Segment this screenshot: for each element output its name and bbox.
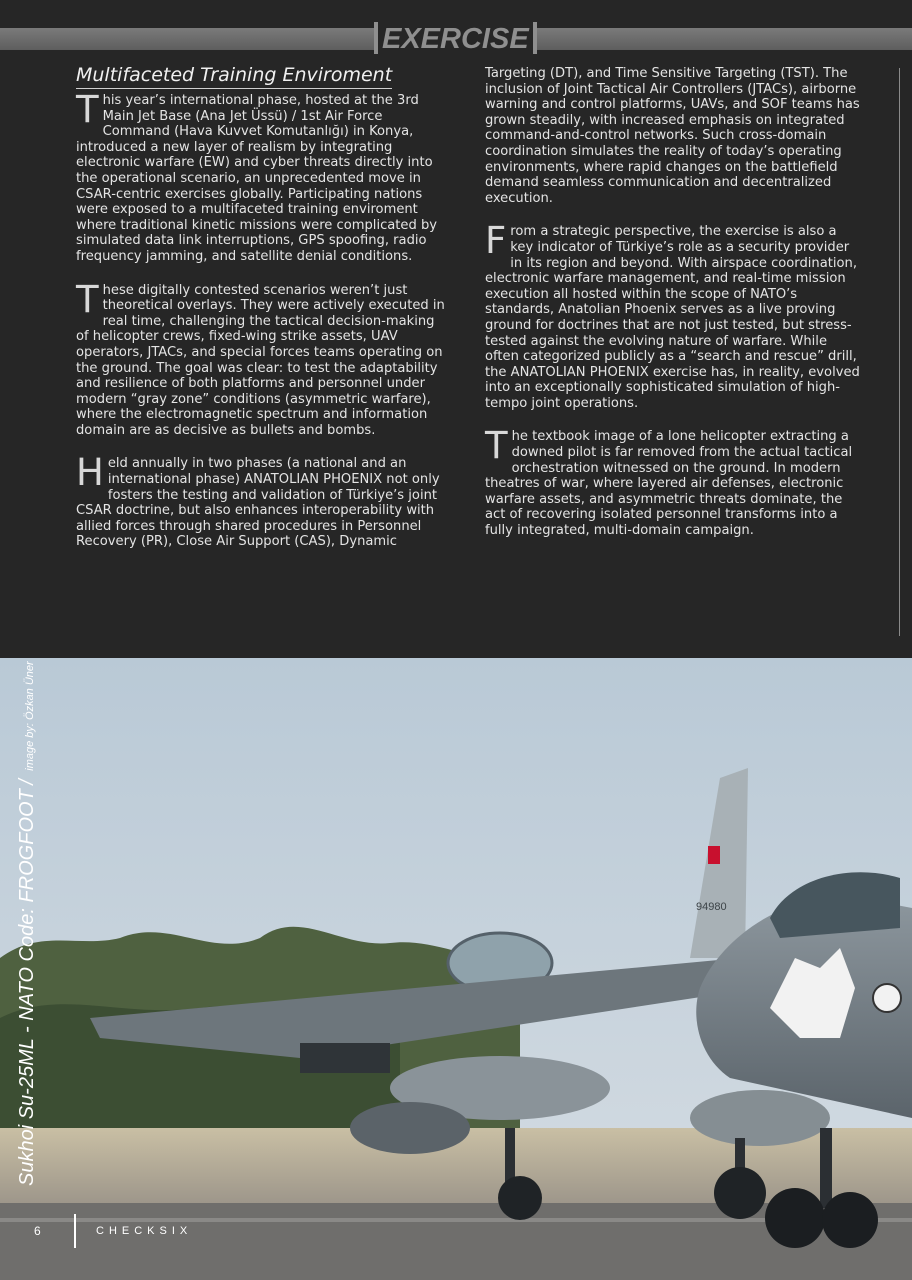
- roundel: [873, 984, 901, 1012]
- main-wheel: [498, 1176, 542, 1220]
- article-column-left: [76, 64, 450, 568]
- nose-wheel: [765, 1188, 825, 1248]
- paragraph-text: eld annually in two phases (a national and an international phase) ANATOLIAN PHOENIX not only fosters the testing and validation of Türkiye’s joint CSAR doctrine, but also enhances interoperability with allied forces through shared procedures in Personnel Recovery (PR), Close Air Support (CAS), Dynamic: [76, 456, 440, 550]
- paragraph-text: Targeting (DT), and Time Sensitive Targeting (TST). The inclusion of Joint Tactical Air Controllers (JTACs), airborne warning and control platforms, UAVs, and SOF teams has grown steadily, with increased emphasis on integrated command-and-control networks. Such cross-domain coordination simulates the reality of today’s operating environments, where rapid changes on the battlefield demand seamless communication and decentralized execution.: [485, 66, 860, 206]
- paragraph-3: [76, 451, 450, 550]
- tail-serial: 94980: [696, 901, 727, 913]
- photo-caption: [16, 661, 39, 1186]
- magazine-name: CHECKSIX: [96, 1225, 193, 1237]
- section-label: EXERCISE: [374, 22, 537, 54]
- paragraph-1: [76, 88, 450, 265]
- drop-cap: T: [76, 88, 99, 131]
- footer-divider: [74, 1214, 76, 1248]
- paragraph-text: he textbook image of a lone helicopter extracting a downed pilot is far removed from the actual tactical orchestration witnessed on the ground. In modern theatres of war, where layered air defenses, electronic warfare assets, and asymmetric threats dominate, the act of recovering isolated personnel transforms into a fully integrated, multi-domain campaign.: [485, 429, 853, 539]
- drop-cap: T: [76, 277, 99, 321]
- paragraph-text: his year’s international phase, hosted at the 3rd Main Jet Base (Ana Jet Üssü) / 1st Air Force Command (Hava Kuvvet Komutanlığı) in Konya, introduced a new layer of realism by integrating electronic warfare (EW) and cyber threats directly into the operational scenario, an unprecedented move in CSAR-centric exercises globally. Participating nations were exposed to a multifaceted training enviroment where traditional kinetic missions were complicated by simulated data link interruptions, GPS spoofing, radio frequency jamming, and satellite denial conditions.: [76, 93, 438, 264]
- column-rule: [899, 68, 900, 636]
- su25-aircraft-illustration: [0, 658, 912, 1280]
- article-column-right: [485, 64, 863, 557]
- paragraph-5: [485, 219, 863, 411]
- flag-marking: [708, 846, 720, 864]
- article-title: Multifaceted Training Enviroment: [76, 64, 392, 89]
- drop-cap: H: [76, 451, 104, 495]
- paragraph-2: [76, 277, 450, 439]
- aircraft-photo: [0, 658, 912, 1280]
- drop-tank: [350, 1102, 470, 1154]
- page-footer: [34, 1214, 192, 1248]
- photo-credit: image by: Özkan Üner: [24, 661, 36, 771]
- caption-separator: /: [16, 779, 38, 785]
- paragraph-text: hese digitally contested scenarios weren’t just theoretical overlays. They were actively executed in real time, challenging the tactical decision-making of helicopter crews, fixed-wing strike assets, UAV operators, JTACs, and special forces teams operating on the ground. The goal was clear: to test the adaptability and resilience of both platforms and personnel under modern “gray zone” conditions (asymmetric warfare), where the electromagnetic spectrum and information domain are as decisive as bullets and bombs.: [76, 282, 445, 438]
- rocket-pod: [300, 1043, 390, 1073]
- page-number: 6: [34, 1224, 41, 1238]
- drop-cap: T: [485, 424, 508, 468]
- caption-main: Sukhoi Su-25ML - NATO Code: FROGFOOT: [16, 789, 38, 1186]
- drop-cap: F: [485, 219, 507, 263]
- paragraph-4: [485, 66, 863, 206]
- paragraph-text: rom a strategic perspective, the exercise is also a key indicator of Türkiye’s role as a security provider in its region and beyond. With airspace coordination, electronic warfare management, and real-time mission execution all hosted within the scope of NATO’s standards, Anatolian Phoenix serves as a live proving ground for doctrines that are not just tested, but stress-tested against the evolving nature of warfare. While often categorized publicly as a “search and rescue” drill, the ANATOLIAN PHOENIX exercise has, in reality, evolved into an exceptionally sophisticated simulation of high-tempo joint operations.: [485, 224, 860, 411]
- paragraph-6: [485, 424, 863, 539]
